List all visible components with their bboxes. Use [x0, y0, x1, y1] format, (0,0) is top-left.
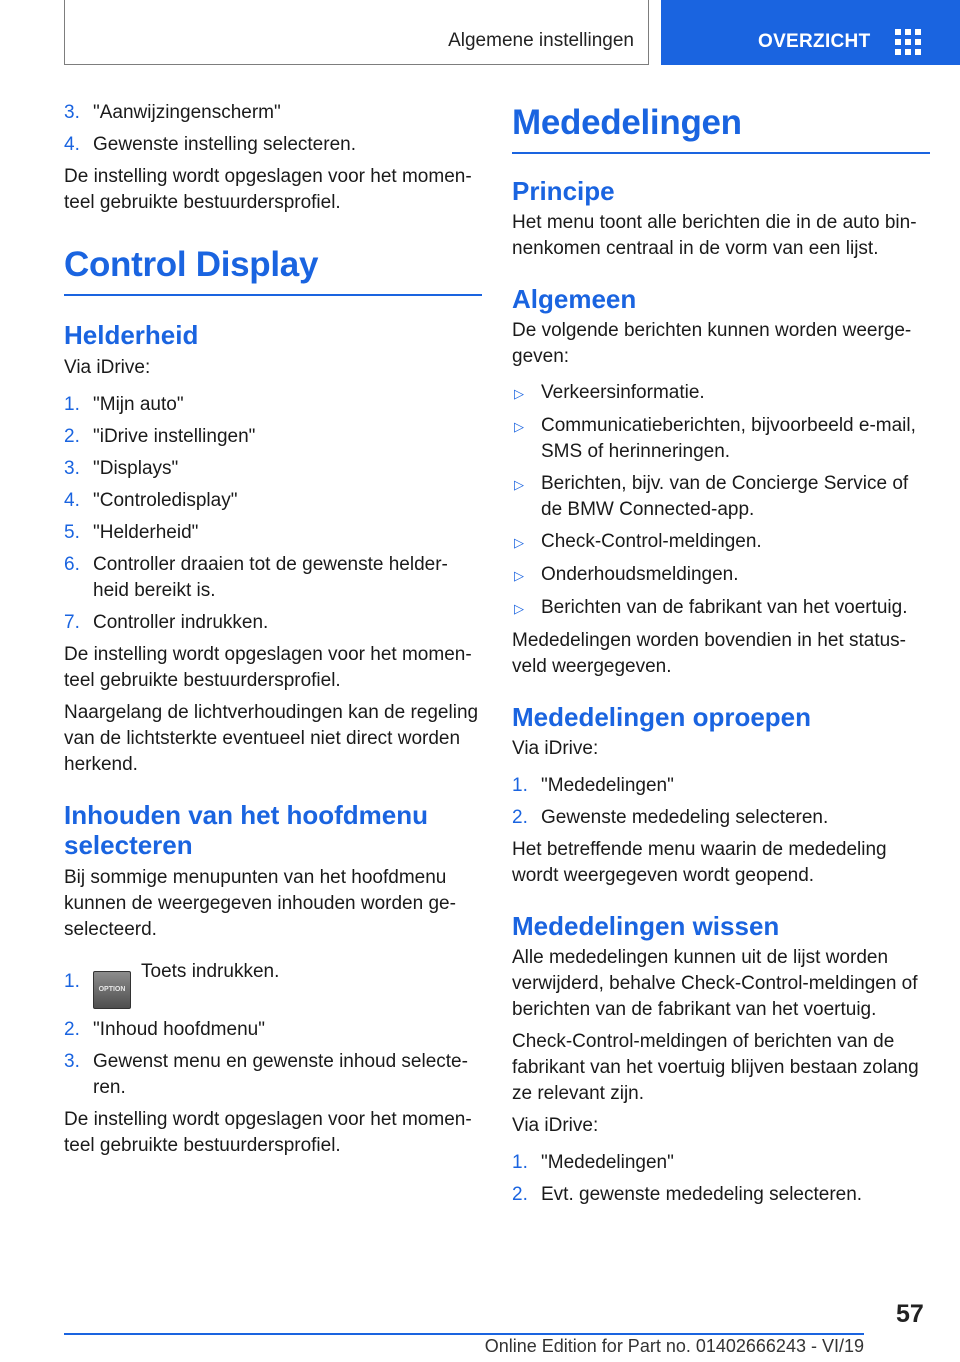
footer-divider: [64, 1333, 864, 1335]
helderheid-steps: [64, 392, 482, 636]
list-item: 1. OPTIONToets indrukken.: [64, 959, 482, 1009]
option-key-icon: OPTION: [93, 971, 131, 1009]
list-item: ▷ Onderhoudsmeldingen.: [512, 562, 930, 589]
via-idrive: Via iDrive:: [512, 1115, 599, 1136]
list-item: 3. Gewenst menu en gewenste inhoud selecte-ren.: [64, 1051, 468, 1098]
oproepen-note: Het betreffende menu waarin de mededeling wordt weergegeven wordt geopend.: [512, 839, 887, 886]
triangle-bullet-icon: ▷: [514, 386, 524, 401]
overview-label: OVERZICHT: [758, 31, 871, 52]
hoofdmenu-steps: [64, 959, 482, 1101]
list-item: 2. Evt. gewenste mededeling selecteren.: [512, 1184, 863, 1205]
principe-text: Het menu toont alle berichten die in de auto bin-nenkomen centraal in de vorm van een lijst.: [512, 212, 917, 259]
triangle-bullet-icon: ▷: [514, 535, 524, 550]
heading-hoofdmenu: Inhouden van het hoofdmenu selecteren: [64, 800, 428, 860]
header-section-title: Algemene instellingen: [448, 30, 634, 51]
heading-oproepen: Mededelingen oproepen: [512, 702, 812, 732]
triangle-bullet-icon: ▷: [514, 477, 524, 492]
list-item: 1. "Mededelingen": [512, 1152, 674, 1173]
list-item: 2. "Inhoud hoofdmenu": [64, 1019, 265, 1040]
header-section-tab[interactable]: [64, 0, 649, 65]
list-item: 6. Controller draaien tot de gewenste helder-heid bereikt is.: [64, 554, 448, 601]
heading-principe: Principe: [512, 176, 615, 206]
triangle-bullet-icon: ▷: [514, 419, 524, 434]
grid-icon: [895, 29, 921, 55]
hoofdmenu-intro: Bij sommige menupunten van het hoofdmenu kunnen de weergegeven inhouden worden ge-selecteerd.: [64, 867, 456, 940]
right-column: [512, 100, 930, 1214]
list-item: 5. "Helderheid": [64, 522, 199, 543]
heading-wissen: Mededelingen wissen: [512, 911, 780, 941]
via-idrive: Via iDrive:: [512, 738, 599, 759]
section-title-mededelingen: Mededelingen: [512, 104, 930, 154]
via-idrive: Via iDrive:: [64, 357, 151, 378]
list-item: 3. "Displays": [64, 458, 179, 479]
section-title-control-display: Control Display: [64, 246, 482, 296]
overview-button[interactable]: [661, 0, 960, 65]
list-item: 4. Gewenste instelling selecteren.: [64, 134, 356, 155]
algemeen-intro: De volgende berichten kunnen worden weerge-geven:: [512, 320, 912, 367]
wissen-text-2: Check-Control-meldingen of berichten van de fabrikant van het voertuig blijven bestaan zolang ze relevant zijn.: [512, 1031, 919, 1104]
list-item: ▷ Berichten, bijv. van de Concierge Service of de BMW Connected-app.: [512, 471, 930, 523]
wissen-text: Alle mededelingen kunnen uit de lijst worden verwijderd, behalve Check-Control-meldingen of berichten van de fabrikant van het voertuig.: [512, 947, 918, 1020]
list-item: ▷ Berichten van de fabrikant van het voertuig.: [512, 595, 930, 622]
intro-steps: [64, 100, 482, 158]
page-number: 57: [896, 1300, 924, 1328]
triangle-bullet-icon: ▷: [514, 568, 524, 583]
heading-algemeen: Algemeen: [512, 284, 637, 314]
message-types-list: [512, 380, 930, 622]
intro-note: De instelling wordt opgeslagen voor het momen-teel gebruikte bestuurdersprofiel.: [64, 166, 472, 213]
list-item: 4. "Controledisplay": [64, 490, 238, 511]
left-column: [64, 100, 482, 1165]
list-item: ▷ Communicatieberichten, bijvoorbeeld e-mail, SMS of herinneringen.: [512, 413, 930, 465]
wissen-steps: [512, 1150, 930, 1208]
list-item: 2. "iDrive instellingen": [64, 426, 256, 447]
footer-edition: Online Edition for Part no. 01402666243 - VI/19: [484, 1336, 864, 1356]
list-item: ▷ Check-Control-meldingen.: [512, 529, 930, 556]
hoofdmenu-note: De instelling wordt opgeslagen voor het momen-teel gebruikte bestuurdersprofiel.: [64, 1109, 472, 1156]
heading-helderheid: Helderheid: [64, 320, 199, 350]
oproepen-steps: [512, 773, 930, 831]
list-item: ▷ Verkeersinformatie.: [512, 380, 930, 407]
helderheid-note-lighting: Naargelang de lichtverhoudingen kan de regeling van de lichtsterkte eventueel niet direct worden herkend.: [64, 702, 479, 775]
list-item: 7. Controller indrukken.: [64, 612, 269, 633]
list-item: 3. "Aanwijzingenscherm": [64, 102, 281, 123]
triangle-bullet-icon: ▷: [514, 601, 524, 616]
algemeen-note: Mededelingen worden bovendien in het status-veld weergegeven.: [512, 630, 906, 677]
list-item: 2. Gewenste mededeling selecteren.: [512, 807, 829, 828]
helderheid-note: De instelling wordt opgeslagen voor het momen-teel gebruikte bestuurdersprofiel.: [64, 644, 472, 691]
list-item: 1. "Mededelingen": [512, 775, 674, 796]
list-item: 1. "Mijn auto": [64, 394, 184, 415]
